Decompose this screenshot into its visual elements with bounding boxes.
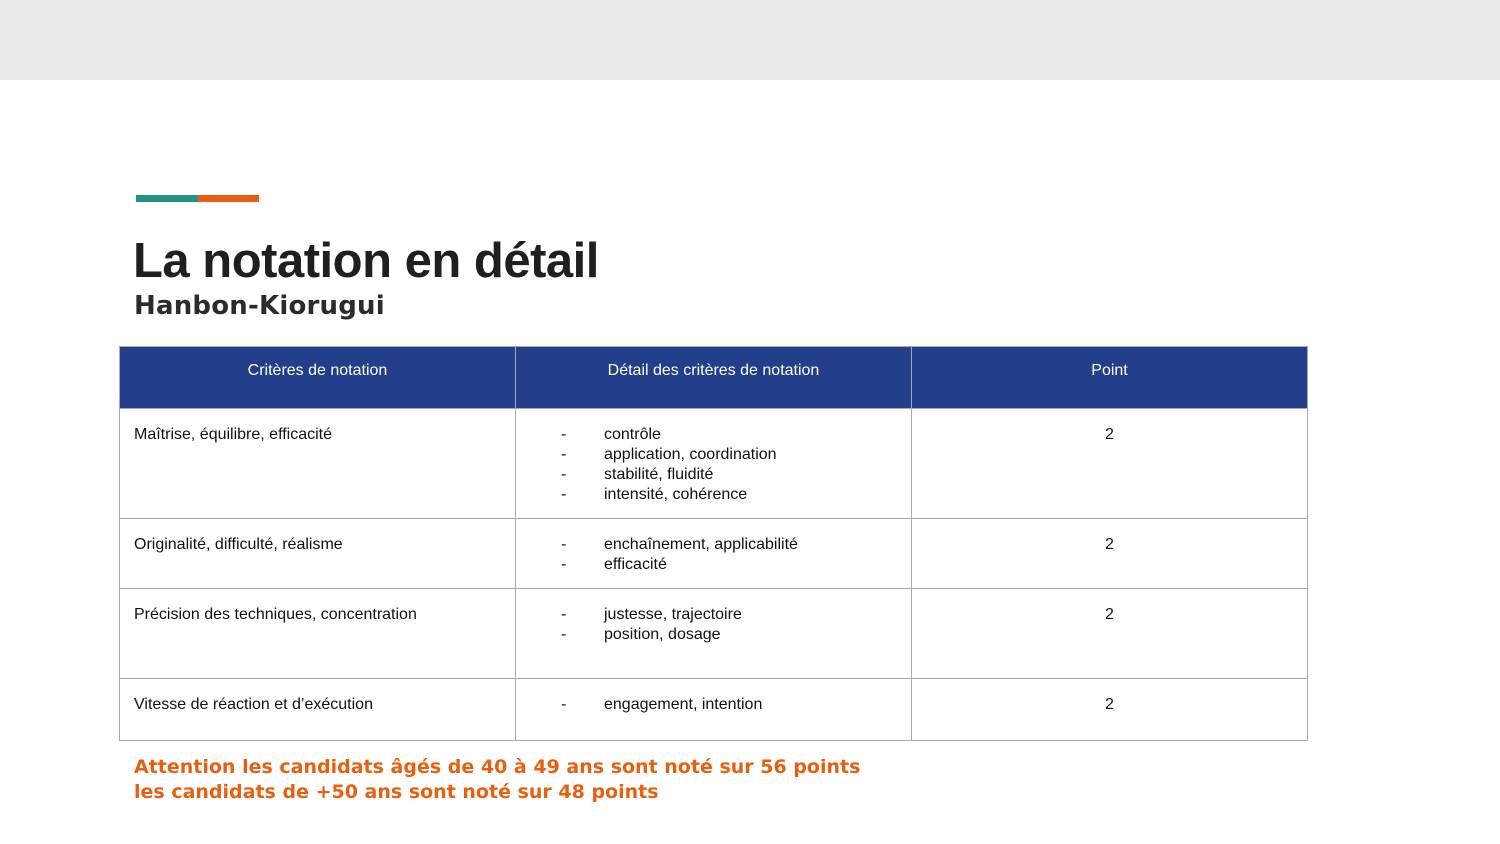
details-list <box>530 425 897 505</box>
accent-bar-teal <box>136 195 198 202</box>
details-list <box>530 605 897 645</box>
criteria-cell: Originalité, difficulté, réalisme <box>120 519 516 589</box>
list-item: - intensité, cohérence <box>561 486 748 503</box>
points-cell: 2 <box>912 589 1308 679</box>
list-item: - application, coordination <box>561 446 777 463</box>
age-note-line-1: Attention les candidats âgés de 40 à 49 ans sont noté sur 56 points <box>134 756 861 778</box>
header-points: Point <box>912 347 1308 409</box>
table-row <box>120 519 1308 589</box>
header-criteria: Critères de notation <box>120 347 516 409</box>
points-cell: 2 <box>912 409 1308 519</box>
table-row <box>120 679 1308 741</box>
list-item: - contrôle <box>561 426 661 443</box>
details-cell <box>516 519 912 589</box>
points-cell: 2 <box>912 519 1308 589</box>
criteria-cell: Vitesse de réaction et d’exécution <box>120 679 516 741</box>
scoring-table <box>119 346 1308 741</box>
age-note-line-2: les candidats de +50 ans sont noté sur 48 points <box>134 781 659 803</box>
age-note <box>134 755 860 805</box>
list-item: - efficacité <box>561 556 667 573</box>
slide-title: La notation en détail <box>133 234 599 288</box>
list-item: - enchaînement, applicabilité <box>561 536 798 553</box>
top-band <box>0 0 1500 80</box>
table-row <box>120 409 1308 519</box>
list-item: - justesse, trajectoire <box>561 606 742 623</box>
accent-bar-orange <box>198 195 259 202</box>
list-item: - position, dosage <box>561 626 721 643</box>
details-list <box>530 535 897 575</box>
slide-subtitle: Hanbon-Kiorugui <box>134 291 385 321</box>
table-row <box>120 589 1308 679</box>
details-list <box>530 695 897 715</box>
points-cell: 2 <box>912 679 1308 741</box>
table-header-row <box>120 347 1308 409</box>
details-cell <box>516 589 912 679</box>
list-item: - engagement, intention <box>561 696 763 713</box>
criteria-cell: Précision des techniques, concentration <box>120 589 516 679</box>
details-cell <box>516 409 912 519</box>
criteria-cell: Maîtrise, équilibre, efficacité <box>120 409 516 519</box>
list-item: - stabilité, fluidité <box>561 466 714 483</box>
header-details: Détail des critères de notation <box>516 347 912 409</box>
details-cell <box>516 679 912 741</box>
